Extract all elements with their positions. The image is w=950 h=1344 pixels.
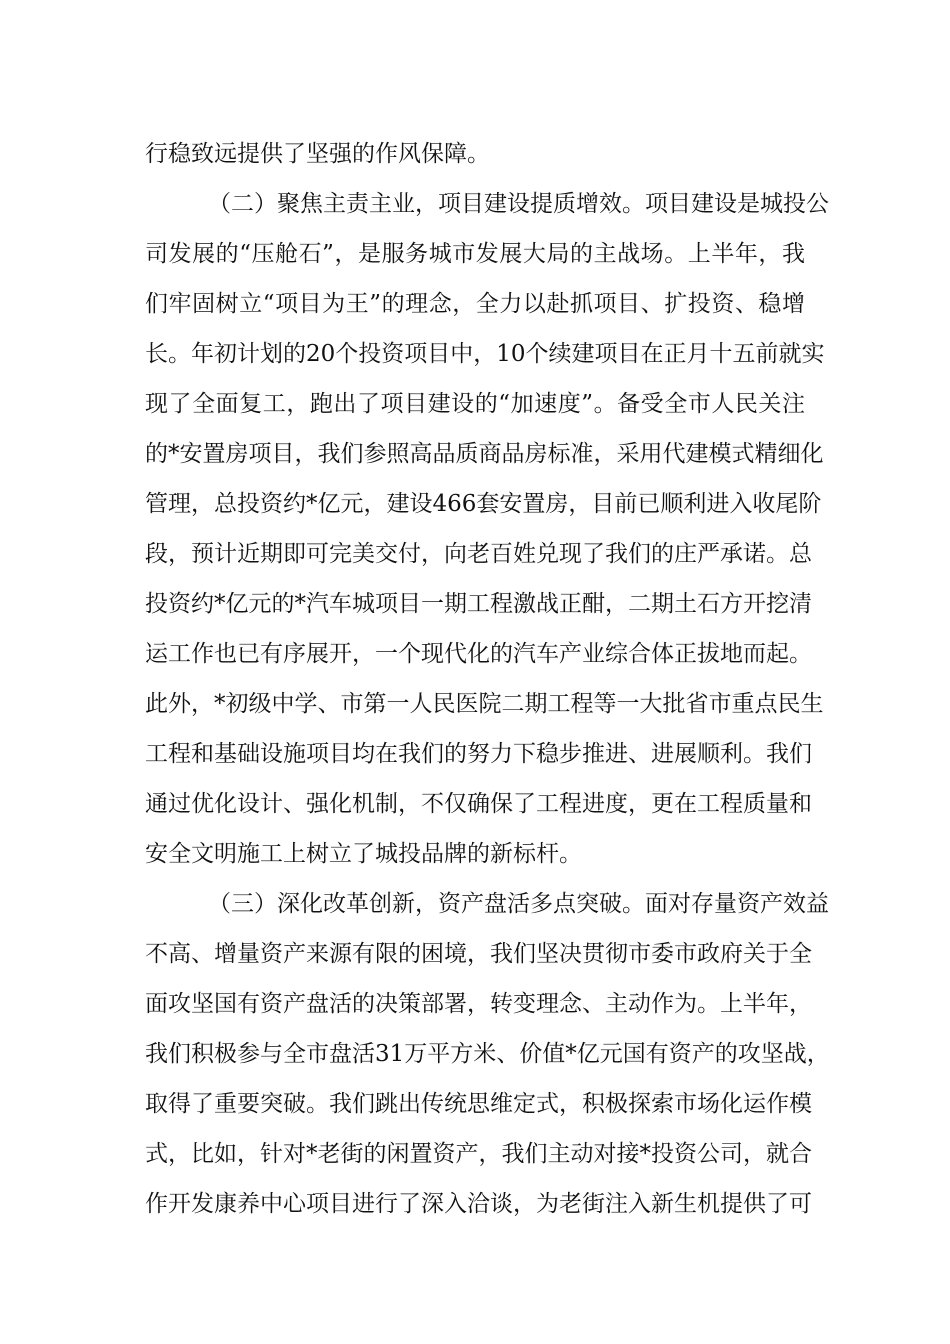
paragraph-line: 投资约*亿元的*汽车城项目一期工程激战正酣，二期土石方开挖清 xyxy=(145,591,812,617)
paragraph-line: 行稳致远提供了坚强的作风保障。 xyxy=(145,141,490,167)
paragraph-line: 司发展的“压舱石”，是服务城市发展大局的主战场。上半年，我 xyxy=(145,241,805,267)
paragraph-line: 的*安置房项目，我们参照高品质商品房标准，采用代建模式精细化 xyxy=(145,441,824,467)
paragraph-line: 此外，*初级中学、市第一人民医院二期工程等一大批省市重点民生 xyxy=(145,691,824,717)
paragraph-line: 通过优化设计、强化机制，不仅确保了工程进度，更在工程质量和 xyxy=(145,791,812,817)
paragraph-line: 取得了重要突破。我们跳出传统思维定式，积极探索市场化运作模 xyxy=(145,1091,812,1117)
paragraph-line: 不高、增量资产来源有限的困境，我们坚决贯彻市委市政府关于全 xyxy=(145,941,812,967)
paragraph-line: 我们积极参与全市盘活31万平方米、价值*亿元国有资产的攻坚战， xyxy=(145,1041,830,1067)
paragraph-line: 工程和基础设施项目均在我们的努力下稳步推进、进展顺利。我们 xyxy=(145,741,812,767)
paragraph-line: 面攻坚国有资产盘活的决策部署，转变理念、主动作为。上半年， xyxy=(145,991,812,1017)
paragraph-line: 运工作也已有序展开，一个现代化的汽车产业综合体正拔地而起。 xyxy=(145,641,812,667)
paragraph-line: 们牢固树立“项目为王”的理念，全力以赴抓项目、扩投资、稳增 xyxy=(145,291,805,317)
paragraph-line: 式，比如，针对*老街的闲置资产，我们主动对接*投资公司，就合 xyxy=(145,1141,812,1167)
section-heading-line: （二）聚焦主责主业，项目建设提质增效。项目建设是城投公 xyxy=(208,191,829,217)
paragraph-line: 作开发康养中心项目进行了深入洽谈，为老街注入新生机提供了可 xyxy=(145,1191,812,1217)
paragraph-line: 现了全面复工，跑出了项目建设的“加速度”。备受全市人民关注 xyxy=(145,391,805,417)
paragraph-line: 长。年初计划的20个投资项目中，10个续建项目在正月十五前就实 xyxy=(145,341,825,367)
paragraph-line: 段，预计近期即可完美交付，向老百姓兑现了我们的庄严承诺。总 xyxy=(145,541,812,567)
paragraph-line: 管理，总投资约*亿元，建设466套安置房，目前已顺利进入收尾阶 xyxy=(145,491,822,517)
paragraph-line: 安全文明施工上树立了城投品牌的新标杆。 xyxy=(145,841,582,867)
section-heading-line: （三）深化改革创新，资产盘活多点突破。面对存量资产效益 xyxy=(208,891,829,917)
